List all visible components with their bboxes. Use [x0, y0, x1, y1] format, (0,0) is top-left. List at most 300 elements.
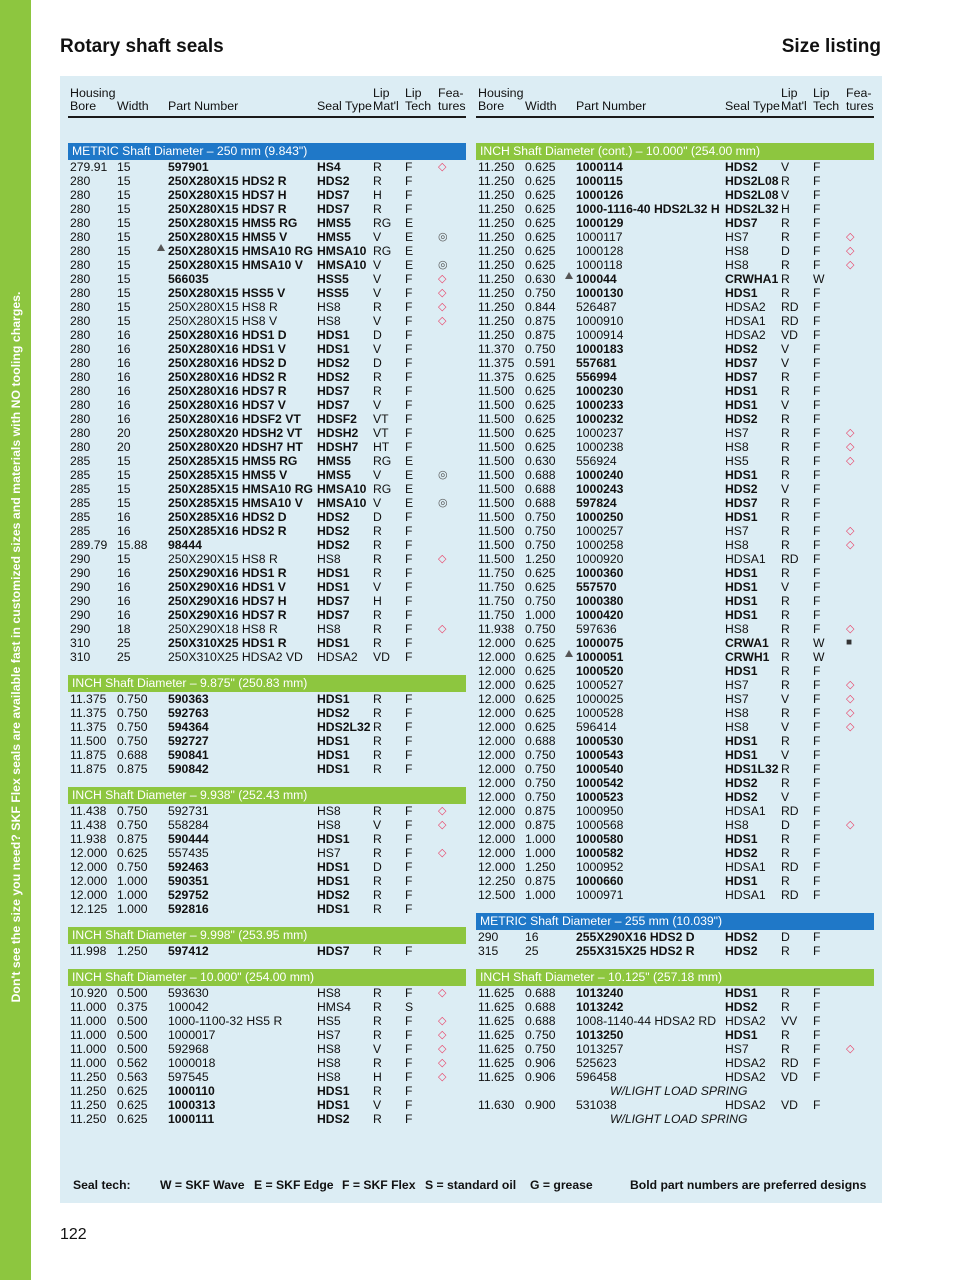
housing-bore: 11.500: [478, 510, 515, 524]
part-number: 250X280X15 HDS7 R: [168, 202, 287, 216]
width: 15: [117, 174, 131, 188]
section-header: INCH Shaft Diameter – 9.998" (253.95 mm): [68, 927, 466, 944]
seal-type: HDS1: [317, 1084, 350, 1098]
lip-tech: E: [405, 216, 414, 230]
part-number: 250X290X16 HDS1 V: [168, 580, 286, 594]
table-row: [476, 370, 874, 384]
lip-material: R: [781, 1028, 790, 1042]
table-row: [68, 846, 466, 860]
seal-type: HMSA10: [317, 496, 367, 510]
lip-tech: F: [813, 384, 821, 398]
part-number: 100044: [576, 272, 617, 286]
width: 0.562: [117, 1056, 148, 1070]
lip-material: R: [781, 832, 790, 846]
part-number: 592968: [168, 1042, 209, 1056]
part-number: 1000-1116-40 HDS2L32 H: [576, 202, 720, 216]
seal-type: HS8: [725, 706, 749, 720]
housing-bore: 11.375: [478, 370, 515, 384]
seal-type: HDS1: [725, 468, 758, 482]
lip-material: RD: [781, 888, 799, 902]
width: 0.688: [117, 748, 148, 762]
table-row: [68, 342, 466, 356]
lip-tech: F: [405, 650, 413, 664]
width: 15: [117, 188, 131, 202]
legend-wave: W = SKF Wave: [160, 1178, 245, 1192]
width: 1.250: [117, 944, 148, 958]
part-number: 1000910: [576, 314, 624, 328]
seal-type: HS8: [725, 244, 749, 258]
table-row: [476, 804, 874, 818]
housing-bore: 11.500: [478, 398, 515, 412]
housing-bore: 11.000: [70, 1014, 107, 1028]
housing-bore: 11.250: [70, 1070, 107, 1084]
lip-material: V: [373, 496, 382, 510]
part-number: 592463: [168, 860, 209, 874]
width: 0.750: [525, 622, 556, 636]
table-row: [476, 678, 874, 692]
width: 0.688: [525, 1014, 556, 1028]
seal-type: HDS2: [725, 846, 758, 860]
lip-tech: F: [813, 580, 821, 594]
lip-tech: F: [813, 1098, 821, 1112]
width: 16: [117, 384, 131, 398]
width: 18: [117, 622, 131, 636]
housing-bore: 12.000: [478, 650, 516, 664]
lip-tech: F: [813, 888, 821, 902]
housing-bore: 280: [70, 426, 91, 440]
housing-bore: 12.000: [478, 678, 516, 692]
lip-material: R: [373, 1056, 382, 1070]
lip-material: VT: [373, 412, 389, 426]
table-row: [476, 832, 874, 846]
diamond-icon: ◇: [438, 301, 447, 313]
seal-type: HDS2: [317, 356, 350, 370]
lip-material: D: [781, 930, 790, 944]
table-row: [476, 188, 874, 202]
seal-type: HDS1: [725, 566, 758, 580]
seal-type: CRWH1: [725, 650, 770, 664]
lip-tech: F: [405, 622, 413, 636]
seal-type: HDS2: [725, 412, 758, 426]
lip-tech: W: [813, 272, 825, 286]
lip-material: D: [373, 328, 382, 342]
diamond-icon: ◇: [846, 679, 855, 691]
part-number: 593630: [168, 986, 209, 1000]
lip-material: R: [373, 944, 382, 958]
table-row: [68, 650, 466, 664]
housing-bore: 11.500: [478, 538, 515, 552]
diamond-icon: ◇: [846, 539, 855, 551]
housing-bore: 280: [70, 258, 91, 272]
housing-bore: 11.375: [70, 692, 107, 706]
table-row: [476, 468, 874, 482]
seal-type: HS8: [317, 1056, 341, 1070]
housing-bore: 12.500: [478, 888, 516, 902]
housing-bore: 12.000: [478, 664, 516, 678]
part-number: 1000540: [576, 762, 624, 776]
housing-bore: 11.500: [478, 524, 515, 538]
part-number: 597636: [576, 622, 617, 636]
lip-tech: F: [405, 762, 413, 776]
seal-type: HDS1: [725, 594, 758, 608]
table-row: [68, 440, 466, 454]
header-width: Width: [525, 99, 557, 113]
table-row: [68, 1070, 466, 1084]
lip-material: RG: [373, 216, 392, 230]
housing-bore: 12.000: [478, 720, 516, 734]
lip-tech: F: [405, 286, 413, 300]
lip-tech: F: [813, 342, 821, 356]
width: 0.625: [525, 440, 556, 454]
diamond-icon: ◇: [438, 805, 447, 817]
lip-material: V: [373, 468, 382, 482]
housing-bore: 11.625: [478, 1028, 515, 1042]
seal-type: HDS1: [725, 986, 758, 1000]
lip-tech: F: [813, 706, 821, 720]
housing-bore: 11.625: [478, 1000, 515, 1014]
housing-bore: 11.000: [70, 1042, 107, 1056]
seal-type: HDS1: [317, 902, 350, 916]
lip-tech: F: [405, 580, 413, 594]
lip-tech: F: [405, 398, 413, 412]
lip-material: R: [781, 664, 790, 678]
page-section-title: Size listing: [781, 36, 881, 57]
seal-type: HDS1: [725, 874, 758, 888]
housing-bore: 11.750: [478, 566, 515, 580]
housing-bore: 11.438: [70, 804, 107, 818]
width: 0.625: [525, 202, 556, 216]
lip-tech: F: [813, 244, 821, 258]
lip-tech: E: [405, 482, 414, 496]
part-number: 1000527: [576, 678, 624, 692]
housing-bore: 11.000: [70, 1028, 107, 1042]
lip-material: VD: [781, 1098, 798, 1112]
part-number: 250X285X16 HDS2 R: [168, 524, 287, 538]
lip-material: R: [781, 846, 790, 860]
header-lip-mat-2: Mat'l: [781, 99, 807, 113]
part-number: 250X280X16 HDSF2 VT: [168, 412, 301, 426]
page-number: 122: [60, 1226, 87, 1243]
lip-tech: F: [813, 734, 821, 748]
housing-bore: 280: [70, 384, 91, 398]
seal-type: HDS2: [317, 1112, 350, 1126]
lip-material: R: [781, 566, 790, 580]
lip-material: RG: [373, 482, 392, 496]
seal-type: HDS7: [725, 496, 758, 510]
seal-type: HDS1: [317, 328, 350, 342]
housing-bore: 11.250: [70, 1084, 107, 1098]
seal-type: HMSA10: [317, 482, 367, 496]
seal-type: HDSA1: [725, 314, 766, 328]
seal-type: HDS1: [725, 832, 758, 846]
housing-bore: 285: [70, 482, 91, 496]
width: 16: [117, 328, 131, 342]
lip-tech: F: [405, 300, 413, 314]
lip-tech: F: [813, 930, 821, 944]
seal-type: HDS7: [317, 202, 350, 216]
part-number: 596414: [576, 720, 617, 734]
table-row: [476, 762, 874, 776]
section-header: INCH Shaft Diameter – 9.938" (252.43 mm): [68, 787, 466, 804]
lip-tech: F: [405, 846, 413, 860]
lip-material: R: [373, 538, 382, 552]
width: 0.630: [525, 454, 556, 468]
table-row: [476, 398, 874, 412]
seal-type: HMS5: [317, 454, 351, 468]
width: 20: [117, 426, 131, 440]
housing-bore: 12.000: [70, 860, 108, 874]
lip-material: D: [781, 818, 790, 832]
table-row: [68, 692, 466, 706]
width: 16: [117, 580, 131, 594]
header-lip-tech-1: Lip: [813, 86, 830, 100]
width: 0.875: [525, 818, 556, 832]
table-row: [68, 510, 466, 524]
size-section: [68, 143, 466, 664]
lip-tech: F: [405, 1014, 413, 1028]
diamond-icon: ◇: [438, 273, 447, 285]
seal-type: HDSA1: [725, 552, 766, 566]
seal-type: HDS2: [317, 370, 350, 384]
lip-tech: F: [405, 1056, 413, 1070]
table-row: [68, 1098, 466, 1112]
part-number: 1013250: [576, 1028, 624, 1042]
table-row: [68, 622, 466, 636]
seal-type: HS5: [317, 1014, 341, 1028]
width: 1.000: [525, 608, 556, 622]
seal-type: CRWHA1: [725, 272, 779, 286]
housing-bore: 11.625: [478, 1014, 515, 1028]
part-number: 1000380: [576, 594, 624, 608]
part-number: 590842: [168, 762, 209, 776]
seal-type: HMS5: [317, 468, 351, 482]
lip-tech: F: [813, 1070, 821, 1084]
lip-tech: F: [813, 874, 821, 888]
width: 0.750: [525, 762, 556, 776]
width: 0.625: [525, 160, 556, 174]
part-number: 1000118: [576, 258, 623, 272]
table-row: [68, 706, 466, 720]
lip-tech: F: [405, 426, 413, 440]
housing-bore: 11.750: [478, 594, 515, 608]
lip-tech: F: [405, 314, 413, 328]
table-row: [68, 356, 466, 370]
housing-bore: 280: [70, 398, 91, 412]
lip-material: D: [373, 860, 382, 874]
lip-material: R: [373, 706, 382, 720]
housing-bore: 12.000: [70, 888, 108, 902]
lip-tech: F: [813, 1056, 821, 1070]
lip-material: R: [781, 1042, 790, 1056]
seal-type: HS8: [317, 986, 341, 1000]
part-number: 1000183: [576, 342, 624, 356]
housing-bore: 11.500: [478, 468, 515, 482]
housing-bore: 11.250: [478, 160, 515, 174]
lip-material: R: [373, 748, 382, 762]
seal-type: HMS5: [317, 216, 351, 230]
width: 1.000: [525, 888, 556, 902]
part-number: 250X280X15 HMSA10 V: [168, 258, 303, 272]
table-row: [68, 1014, 466, 1028]
seal-type: HS8: [317, 1070, 341, 1084]
lip-material: V: [781, 342, 790, 356]
header-lip-tech-2: Tech: [813, 99, 840, 113]
lip-material: R: [373, 552, 382, 566]
new-item-triangle-icon: [565, 650, 573, 657]
seal-type: HDS2: [725, 342, 758, 356]
lip-tech: F: [405, 412, 413, 426]
housing-bore: 11.375: [478, 356, 515, 370]
part-number: 1000313: [168, 1098, 216, 1112]
housing-bore: 285: [70, 524, 91, 538]
table-row: [68, 944, 466, 958]
lip-material: R: [373, 384, 382, 398]
lip-material: VD: [781, 328, 798, 342]
table-row: [476, 216, 874, 230]
part-number: 1000111: [168, 1112, 215, 1126]
diamond-icon: ◇: [438, 1043, 447, 1055]
table-row: [476, 1056, 874, 1070]
housing-bore: 12.000: [478, 734, 516, 748]
width: 0.688: [525, 482, 556, 496]
width: 16: [117, 412, 131, 426]
housing-bore: 11.500: [478, 552, 515, 566]
lip-material: R: [373, 804, 382, 818]
width: 0.750: [117, 804, 148, 818]
lip-material: R: [373, 734, 382, 748]
table-row: [476, 454, 874, 468]
width: 0.625: [525, 370, 556, 384]
width: 0.500: [117, 1014, 148, 1028]
table-row: [476, 930, 874, 944]
part-number: 250X280X15 HDS2 R: [168, 174, 287, 188]
width: 1.000: [117, 888, 148, 902]
seal-type: HDS1: [725, 510, 758, 524]
legend-grease: G = grease: [530, 1178, 593, 1192]
lip-tech: F: [813, 664, 821, 678]
part-number: 250X310X25 HDSA2 VD: [168, 650, 303, 664]
table-row: [68, 874, 466, 888]
seal-type: HDS1: [317, 832, 350, 846]
lip-material: R: [781, 1000, 790, 1014]
lip-material: V: [781, 692, 790, 706]
lip-material: R: [373, 370, 382, 384]
housing-bore: 280: [70, 230, 91, 244]
seal-type: HMSA10: [317, 244, 367, 258]
header-features-1: Fea-: [438, 86, 464, 100]
housing-bore: 12.000: [478, 636, 516, 650]
table-row: [68, 1084, 466, 1098]
width: 15: [117, 496, 131, 510]
lip-material: V: [373, 342, 382, 356]
housing-bore: 11.000: [70, 1000, 107, 1014]
seal-type: HDS2: [725, 776, 758, 790]
table-row: [476, 622, 874, 636]
part-number: 1000520: [576, 664, 624, 678]
part-number: 1000075: [576, 636, 624, 650]
table-row: [476, 748, 874, 762]
table-row: [476, 510, 874, 524]
header-bore-2: Bore: [70, 99, 97, 113]
table-row: [68, 566, 466, 580]
table-row: [68, 370, 466, 384]
housing-bore: 280: [70, 370, 91, 384]
diamond-icon: ◇: [846, 707, 855, 719]
part-number: 1000126: [576, 188, 624, 202]
lip-material: R: [373, 622, 382, 636]
lip-tech: F: [405, 804, 413, 818]
lip-tech: F: [405, 566, 413, 580]
width: 0.688: [525, 734, 556, 748]
lip-material: VT: [373, 426, 389, 440]
width: 0.750: [117, 720, 148, 734]
housing-bore: 12.000: [478, 846, 516, 860]
lip-material: R: [781, 454, 790, 468]
housing-bore: 11.500: [478, 440, 515, 454]
table-row: [68, 986, 466, 1000]
part-number: 250X290X18 HS8 R: [168, 622, 278, 636]
part-number: 1000580: [576, 832, 624, 846]
size-listing-panel: [60, 76, 882, 1203]
housing-bore: 11.000: [70, 1056, 107, 1070]
lip-tech: E: [405, 258, 414, 272]
lip-tech: F: [405, 1042, 413, 1056]
width: 0.625: [117, 1098, 148, 1112]
header-bore-2: Bore: [478, 99, 505, 113]
lip-tech: F: [405, 440, 413, 454]
seal-type: HDS1: [317, 762, 350, 776]
part-number: 1000543: [576, 748, 624, 762]
lip-tech: F: [813, 1028, 821, 1042]
lip-material: VD: [781, 1070, 798, 1084]
seal-type: HS8: [317, 552, 341, 566]
diamond-icon: ◇: [438, 987, 447, 999]
legend-label: Seal tech:: [73, 1178, 131, 1192]
lip-tech: F: [813, 804, 821, 818]
width: 0.625: [525, 720, 556, 734]
table-row: [476, 1070, 874, 1084]
lip-material: V: [781, 720, 790, 734]
width: 0.630: [525, 272, 556, 286]
seal-type: HS7: [725, 678, 749, 692]
table-row: [476, 566, 874, 580]
table-row: [476, 664, 874, 678]
table-row: [476, 342, 874, 356]
lip-tech: F: [813, 608, 821, 622]
part-number: 250X280X15 HMS5 V: [168, 230, 288, 244]
lip-material: RG: [373, 244, 392, 258]
lip-material: V: [781, 188, 790, 202]
width: 0.875: [525, 874, 556, 888]
table-row: [476, 440, 874, 454]
width: 15: [117, 272, 131, 286]
lip-tech: F: [405, 902, 413, 916]
table-row: [68, 272, 466, 286]
part-number: 596458: [576, 1070, 617, 1084]
part-number: 556924: [576, 454, 617, 468]
table-row: [68, 888, 466, 902]
seal-type: HDS2: [317, 524, 350, 538]
part-number: 1000950: [576, 804, 624, 818]
housing-bore: 290: [70, 608, 91, 622]
part-number: 250X280X16 HDS7 R: [168, 384, 287, 398]
lip-material: V: [373, 818, 382, 832]
table-row: [476, 356, 874, 370]
housing-bore: 11.500: [70, 734, 107, 748]
part-number: 1013257: [576, 1042, 624, 1056]
lip-material: R: [781, 538, 790, 552]
part-number: 1000128: [576, 244, 624, 258]
